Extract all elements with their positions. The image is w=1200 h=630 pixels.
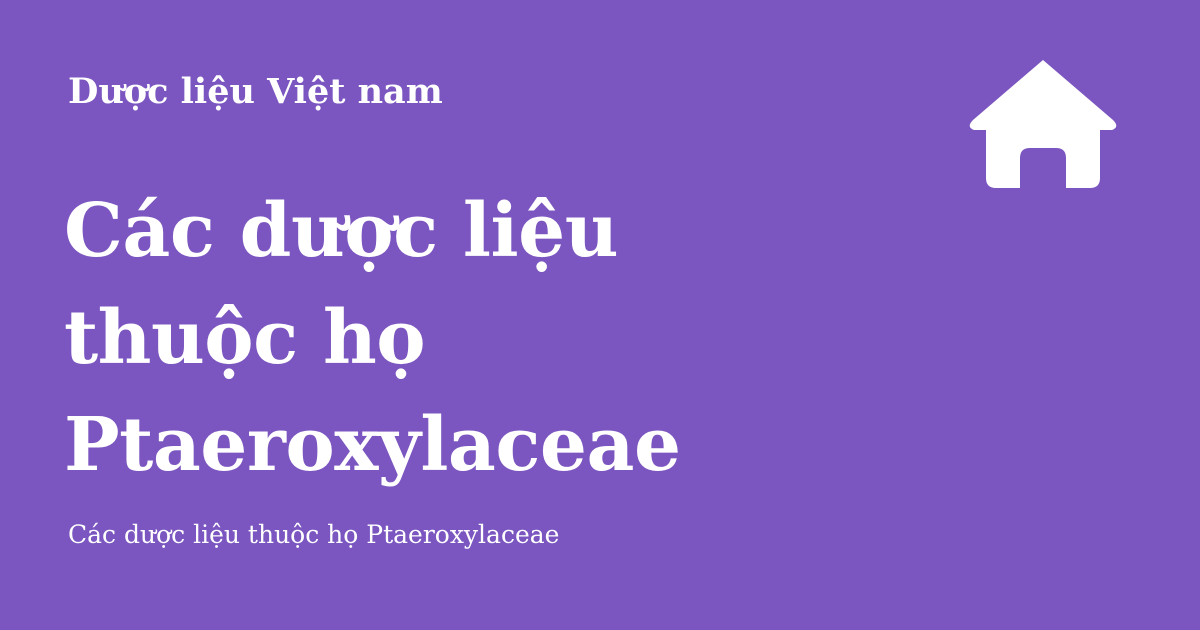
site-name: Dược liệu Việt nam bbox=[68, 71, 443, 112]
home-icon bbox=[968, 58, 1118, 190]
page-title-line-2: thuộc họ bbox=[64, 295, 426, 381]
page-subtitle: Các dược liệu thuộc họ Ptaeroxylaceae bbox=[68, 520, 560, 549]
page-title-line-1: Các dược liệu bbox=[64, 188, 618, 274]
page-title-line-3: Ptaeroxylaceae bbox=[64, 402, 681, 488]
home-button[interactable] bbox=[968, 58, 1118, 190]
page-title bbox=[64, 178, 884, 499]
